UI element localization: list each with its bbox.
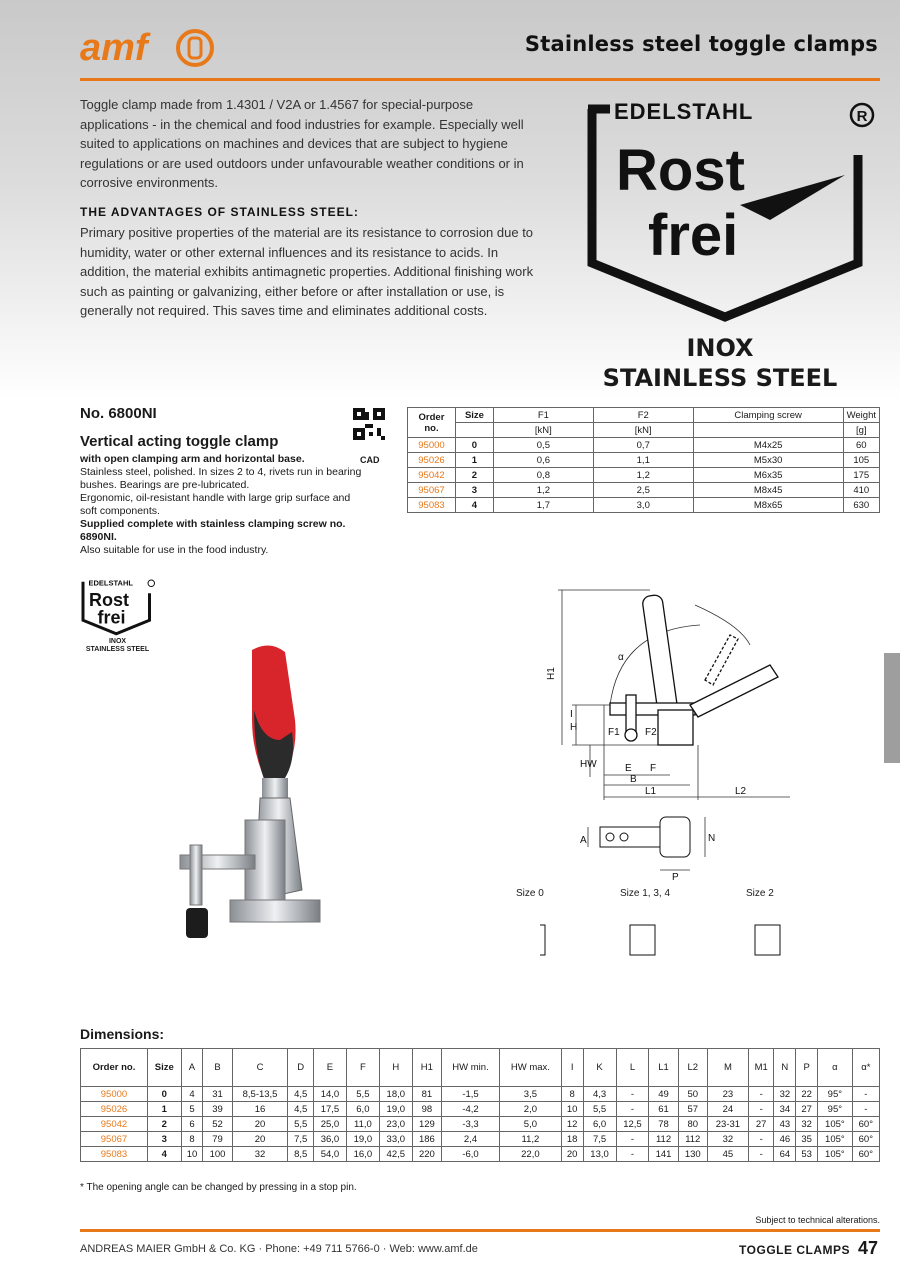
dim-cell: 35	[796, 1132, 818, 1147]
dim-cell: 81	[412, 1087, 441, 1102]
spec-header-f1: F1	[493, 408, 593, 423]
dim-header: B	[203, 1049, 232, 1087]
dim-cell: 7,5	[288, 1132, 314, 1147]
dim-cell: 8,5	[288, 1147, 314, 1162]
spec-cell: M6x35	[693, 468, 843, 483]
dim-cell: -6,0	[441, 1147, 499, 1162]
dim-cell: 3,5	[500, 1087, 562, 1102]
dim-cell: 61	[649, 1102, 678, 1117]
dim-cell: 5	[181, 1102, 203, 1117]
dim-cell: 8,5-13,5	[232, 1087, 288, 1102]
dim-cell: 5,0	[500, 1117, 562, 1132]
order-number-link[interactable]: 95042	[81, 1117, 148, 1132]
dim-cell: 11,0	[346, 1117, 379, 1132]
order-number-link[interactable]: 95026	[81, 1102, 148, 1117]
product-description	[80, 453, 370, 557]
dim-table-row	[81, 1102, 880, 1117]
dim-cell: -	[748, 1087, 774, 1102]
dim-cell: 4	[181, 1087, 203, 1102]
order-number-link[interactable]: 95067	[408, 483, 456, 498]
dim-cell: 12	[561, 1117, 583, 1132]
dim-cell: 23	[707, 1087, 748, 1102]
small-badge-caption: INOX STAINLESS STEEL	[85, 638, 150, 653]
spec-cell: 2,5	[593, 483, 693, 498]
dim-header: K	[583, 1049, 616, 1087]
dim-cell: -	[616, 1132, 649, 1147]
spec-header-order: Order no.	[408, 408, 456, 438]
dim-cell: -	[616, 1147, 649, 1162]
dim-cell: 112	[649, 1132, 678, 1147]
rostfrei-badge-large	[580, 95, 880, 325]
page-number: 47	[857, 1238, 878, 1258]
dim-cell: 60°	[852, 1132, 879, 1147]
dim-cell: 105°	[818, 1147, 853, 1162]
svg-text:F: F	[650, 763, 657, 774]
dim-cell: 14,0	[314, 1087, 347, 1102]
spec-cell: 3	[455, 483, 493, 498]
desc-bold-1: with open clamping arm and horizontal base.	[80, 453, 305, 465]
dim-cell: 42,5	[379, 1147, 412, 1162]
dim-cell: 60°	[852, 1117, 879, 1132]
badge-inox: INOX	[686, 334, 754, 362]
dim-cell: 11,2	[500, 1132, 562, 1147]
dim-cell: 22,0	[500, 1147, 562, 1162]
spec-cell: 1,2	[593, 468, 693, 483]
dim-cell: 12,5	[616, 1117, 649, 1132]
svg-text:H1: H1	[546, 667, 557, 680]
product-number: No. 6800NI	[80, 405, 157, 422]
svg-text:HW: HW	[580, 759, 597, 770]
dim-cell: 34	[774, 1102, 796, 1117]
order-number-link[interactable]: 95000	[81, 1087, 148, 1102]
dim-cell: 16,0	[346, 1147, 379, 1162]
cad-label[interactable]: CAD	[360, 455, 380, 465]
dim-cell: 19,0	[379, 1102, 412, 1117]
toggle-clamp-photo	[170, 640, 330, 945]
spec-cell: 4	[455, 498, 493, 513]
dim-cell: 8	[561, 1087, 583, 1102]
spec-cell: 1,1	[593, 453, 693, 468]
badge-stainless: STAINLESS STEEL	[602, 364, 838, 392]
dim-cell: 17,5	[314, 1102, 347, 1117]
dim-cell: 95°	[818, 1087, 853, 1102]
dim-cell: 36,0	[314, 1132, 347, 1147]
dim-cell: -	[748, 1132, 774, 1147]
dim-cell: 105°	[818, 1117, 853, 1132]
spec-cell: 0,5	[493, 438, 593, 453]
rostfrei-badge-small	[80, 578, 155, 636]
dim-cell: 2	[147, 1117, 181, 1132]
intro-text: Toggle clamp made from 1.4301 / V2A or 1.4567 for special-purpose applications - in the chemical and food industries for example. Especially well suited to applications on machines and devices that are subject to hygiene regulations or are used outdoors under unfavourable weather conditions or in corrosive environments.	[80, 97, 524, 191]
dim-cell: 220	[412, 1147, 441, 1162]
dim-cell: 112	[678, 1132, 707, 1147]
svg-text:EDELSTAHL: EDELSTAHL	[88, 578, 133, 588]
dim-header: F	[346, 1049, 379, 1087]
badge-swoosh-icon	[740, 175, 845, 220]
spec-cell: 1	[455, 453, 493, 468]
size-2-label: Size 2	[746, 888, 774, 899]
spec-cell: M8x45	[693, 483, 843, 498]
dim-cell: 2,4	[441, 1132, 499, 1147]
badge-edelstahl-text: EDELSTAHL	[614, 99, 754, 124]
dim-cell: 130	[678, 1147, 707, 1162]
dim-cell: -	[616, 1102, 649, 1117]
dim-cell: 129	[412, 1117, 441, 1132]
spec-cell: 60	[843, 438, 879, 453]
spec-table-row	[408, 483, 880, 498]
order-number-link[interactable]: 95083	[81, 1147, 148, 1162]
svg-text:P: P	[672, 872, 679, 883]
dim-cell: -1,5	[441, 1087, 499, 1102]
spec-cell: 1,2	[493, 483, 593, 498]
footer-section: TOGGLE CLAMPS	[739, 1243, 850, 1257]
dim-cell: 4,3	[583, 1087, 616, 1102]
spec-cell: 2	[455, 468, 493, 483]
amf-logo	[80, 26, 220, 70]
logo-circle-icon	[178, 31, 212, 65]
dim-cell: 54,0	[314, 1147, 347, 1162]
dim-header: Size	[147, 1049, 181, 1087]
dim-header: I	[561, 1049, 583, 1087]
dim-header: L	[616, 1049, 649, 1087]
dim-cell: 45	[707, 1147, 748, 1162]
dim-cell: 98	[412, 1102, 441, 1117]
dim-cell: 32	[707, 1132, 748, 1147]
spec-header-size: Size	[455, 408, 493, 423]
dim-cell: 43	[774, 1117, 796, 1132]
spec-table-row	[408, 438, 880, 453]
dim-cell: 16	[232, 1102, 288, 1117]
svg-text:E: E	[625, 763, 632, 774]
dim-cell: 23,0	[379, 1117, 412, 1132]
size-134-label: Size 1, 3, 4	[620, 888, 671, 899]
dim-cell: 80	[678, 1117, 707, 1132]
spec-cell: 0,6	[493, 453, 593, 468]
dim-header: D	[288, 1049, 314, 1087]
spec-cell: 3,0	[593, 498, 693, 513]
dim-cell: 52	[203, 1117, 232, 1132]
dim-cell: 20	[232, 1117, 288, 1132]
dim-cell: 79	[203, 1132, 232, 1147]
svg-text:α: α	[618, 652, 624, 663]
spec-unit-weight: [g]	[843, 423, 879, 438]
dim-cell: 78	[649, 1117, 678, 1132]
dim-cell: 2,0	[500, 1102, 562, 1117]
dim-cell: 105°	[818, 1132, 853, 1147]
badge-frei-text: frei	[648, 203, 739, 268]
svg-text:B: B	[630, 774, 637, 785]
spec-cell: 410	[843, 483, 879, 498]
dim-cell: 64	[774, 1147, 796, 1162]
spec-unit-f2: [kN]	[593, 423, 693, 438]
dim-cell: 39	[203, 1102, 232, 1117]
dim-header: α*	[852, 1049, 879, 1087]
dim-cell: 10	[181, 1147, 203, 1162]
dim-cell: 18	[561, 1132, 583, 1147]
spec-header-weight: Weight	[843, 408, 879, 423]
side-section-tab[interactable]	[884, 653, 900, 763]
dim-header: Order no.	[81, 1049, 148, 1087]
dim-cell: -	[616, 1087, 649, 1102]
dim-header: M1	[748, 1049, 774, 1087]
dim-table-row	[81, 1132, 880, 1147]
dim-cell: 4,5	[288, 1102, 314, 1117]
dim-cell: -	[852, 1087, 879, 1102]
dim-cell: 32	[774, 1087, 796, 1102]
dim-cell: 19,0	[346, 1132, 379, 1147]
dim-cell: 186	[412, 1132, 441, 1147]
size-0-label: Size 0	[516, 888, 544, 899]
dim-cell: 5,5	[583, 1102, 616, 1117]
desc-bold-2: Supplied complete with stainless clamping screw no. 6890NI.	[80, 518, 346, 543]
dim-cell: 20	[232, 1132, 288, 1147]
dim-cell: 5,5	[346, 1087, 379, 1102]
spec-cell: 105	[843, 453, 879, 468]
dim-cell: -4,2	[441, 1102, 499, 1117]
spec-table	[407, 407, 880, 513]
dim-cell: 1	[147, 1102, 181, 1117]
spec-cell: 1,7	[493, 498, 593, 513]
dim-header: M	[707, 1049, 748, 1087]
dim-cell: 3	[147, 1132, 181, 1147]
dimensions-heading: Dimensions:	[80, 1026, 165, 1042]
dim-cell: 32	[796, 1117, 818, 1132]
dim-cell: -	[748, 1147, 774, 1162]
technical-drawing	[540, 585, 880, 1005]
dim-cell: -	[852, 1102, 879, 1117]
dim-header: A	[181, 1049, 203, 1087]
dim-header: P	[796, 1049, 818, 1087]
dim-cell: 53	[796, 1147, 818, 1162]
svg-text:H: H	[570, 722, 578, 733]
svg-text:I: I	[570, 709, 573, 720]
product-name: Vertical acting toggle clamp	[80, 433, 279, 450]
dim-cell: 31	[203, 1087, 232, 1102]
dim-cell: 0	[147, 1087, 181, 1102]
dim-header: L1	[649, 1049, 678, 1087]
dim-cell: 20	[561, 1147, 583, 1162]
footer-rule	[80, 1229, 880, 1232]
svg-text:Rost: Rost	[89, 589, 129, 610]
spec-cell: 630	[843, 498, 879, 513]
dim-cell: 49	[649, 1087, 678, 1102]
dim-cell: 25,0	[314, 1117, 347, 1132]
dim-cell: 32	[232, 1147, 288, 1162]
logo-clamp-icon	[189, 38, 201, 58]
svg-text:N: N	[708, 833, 716, 844]
dim-table-row	[81, 1087, 880, 1102]
svg-text:L1: L1	[645, 786, 657, 797]
logo-text: amf	[80, 27, 148, 69]
dim-cell: 27	[796, 1102, 818, 1117]
dim-cell: 100	[203, 1147, 232, 1162]
subject-notice: Subject to technical alterations.	[755, 1215, 880, 1225]
dim-cell: -3,3	[441, 1117, 499, 1132]
desc-3: Also suitable for use in the food industry.	[80, 544, 269, 556]
dim-cell: -	[748, 1102, 774, 1117]
footer-company: ANDREAS MAIER GmbH & Co. KG · Phone: +49 711 5766-0 · Web: www.amf.de	[80, 1243, 478, 1255]
dim-header: E	[314, 1049, 347, 1087]
desc-1: Stainless steel, polished. In sizes 2 to 4, rivets run in bearing bushes. Bearings are pre-lubricated.	[80, 466, 362, 491]
order-number-link[interactable]: 95000	[408, 438, 456, 453]
dim-cell: 4	[147, 1147, 181, 1162]
spec-unit-f1: [kN]	[493, 423, 593, 438]
dimensions-table	[80, 1048, 880, 1162]
dim-header: N	[774, 1049, 796, 1087]
spec-cell: M4x25	[693, 438, 843, 453]
order-number-link[interactable]: 95083	[408, 498, 456, 513]
clamp-spindle-foot-icon	[186, 908, 208, 938]
spec-header-f2: F2	[593, 408, 693, 423]
qr-code-icon[interactable]	[353, 408, 385, 440]
dim-cell: 4,5	[288, 1087, 314, 1102]
order-number-link[interactable]: 95067	[81, 1132, 148, 1147]
order-number-link[interactable]: 95042	[408, 468, 456, 483]
order-number-link[interactable]: 95026	[408, 453, 456, 468]
dim-cell: 22	[796, 1087, 818, 1102]
spec-cell: M5x30	[693, 453, 843, 468]
dim-cell: 8	[181, 1132, 203, 1147]
dim-cell: 13,0	[583, 1147, 616, 1162]
svg-text:A: A	[580, 835, 587, 846]
page-title: Stainless steel toggle clamps	[524, 32, 878, 56]
svg-text:R: R	[856, 108, 868, 125]
dim-cell: 10	[561, 1102, 583, 1117]
dim-cell: 6	[181, 1117, 203, 1132]
dim-cell: 33,0	[379, 1132, 412, 1147]
dim-cell: 6,0	[346, 1102, 379, 1117]
dim-cell: 50	[678, 1087, 707, 1102]
spec-table-row	[408, 498, 880, 513]
svg-text:F2: F2	[645, 727, 657, 738]
dim-header: C	[232, 1049, 288, 1087]
svg-text:L2: L2	[735, 786, 747, 797]
advantages-text: Primary positive properties of the material are its resistance to corrosion due to humidity, water or other external influences and its resistance to acids. In addition, the material exhibits antimagnetic properties. Additional finishing work such as painting or galvanizing, either before or after installation or use, is generally not required. This saves time and eliminates additional costs.	[80, 225, 534, 319]
spec-cell: M8x65	[693, 498, 843, 513]
dim-cell: 95°	[818, 1102, 853, 1117]
dim-cell: 5,5	[288, 1117, 314, 1132]
svg-text:frei: frei	[97, 607, 126, 628]
dim-cell: 23-31	[707, 1117, 748, 1132]
svg-text:F1: F1	[608, 727, 620, 738]
dim-cell: 27	[748, 1117, 774, 1132]
dim-header: L2	[678, 1049, 707, 1087]
dim-cell: 24	[707, 1102, 748, 1117]
dim-cell: 6,0	[583, 1117, 616, 1132]
dim-cell: 7,5	[583, 1132, 616, 1147]
dim-header: HW max.	[500, 1049, 562, 1087]
desc-2: Ergonomic, oil-resistant handle with large grip surface and soft components.	[80, 492, 351, 517]
spec-cell: 0,7	[593, 438, 693, 453]
advantages-heading: THE ADVANTAGES OF STAINLESS STEEL:	[80, 205, 359, 219]
dim-cell: 18,0	[379, 1087, 412, 1102]
dim-cell: 141	[649, 1147, 678, 1162]
footnote: * The opening angle can be changed by pressing in a stop pin.	[80, 1182, 357, 1193]
header-rule	[80, 78, 880, 81]
dim-table-row	[81, 1117, 880, 1132]
dim-header: H	[379, 1049, 412, 1087]
badge-rost-text: Rost	[616, 138, 745, 203]
dim-header: H1	[412, 1049, 441, 1087]
spec-table-row	[408, 468, 880, 483]
spec-cell: 0	[455, 438, 493, 453]
dim-table-row	[81, 1147, 880, 1162]
dim-header: α	[818, 1049, 853, 1087]
dim-header: HW min.	[441, 1049, 499, 1087]
spec-cell: 175	[843, 468, 879, 483]
spec-cell: 0,8	[493, 468, 593, 483]
dim-cell: 60°	[852, 1147, 879, 1162]
spec-header-screw: Clamping screw	[693, 408, 843, 423]
spec-table-row	[408, 453, 880, 468]
dim-cell: 46	[774, 1132, 796, 1147]
dim-cell: 57	[678, 1102, 707, 1117]
